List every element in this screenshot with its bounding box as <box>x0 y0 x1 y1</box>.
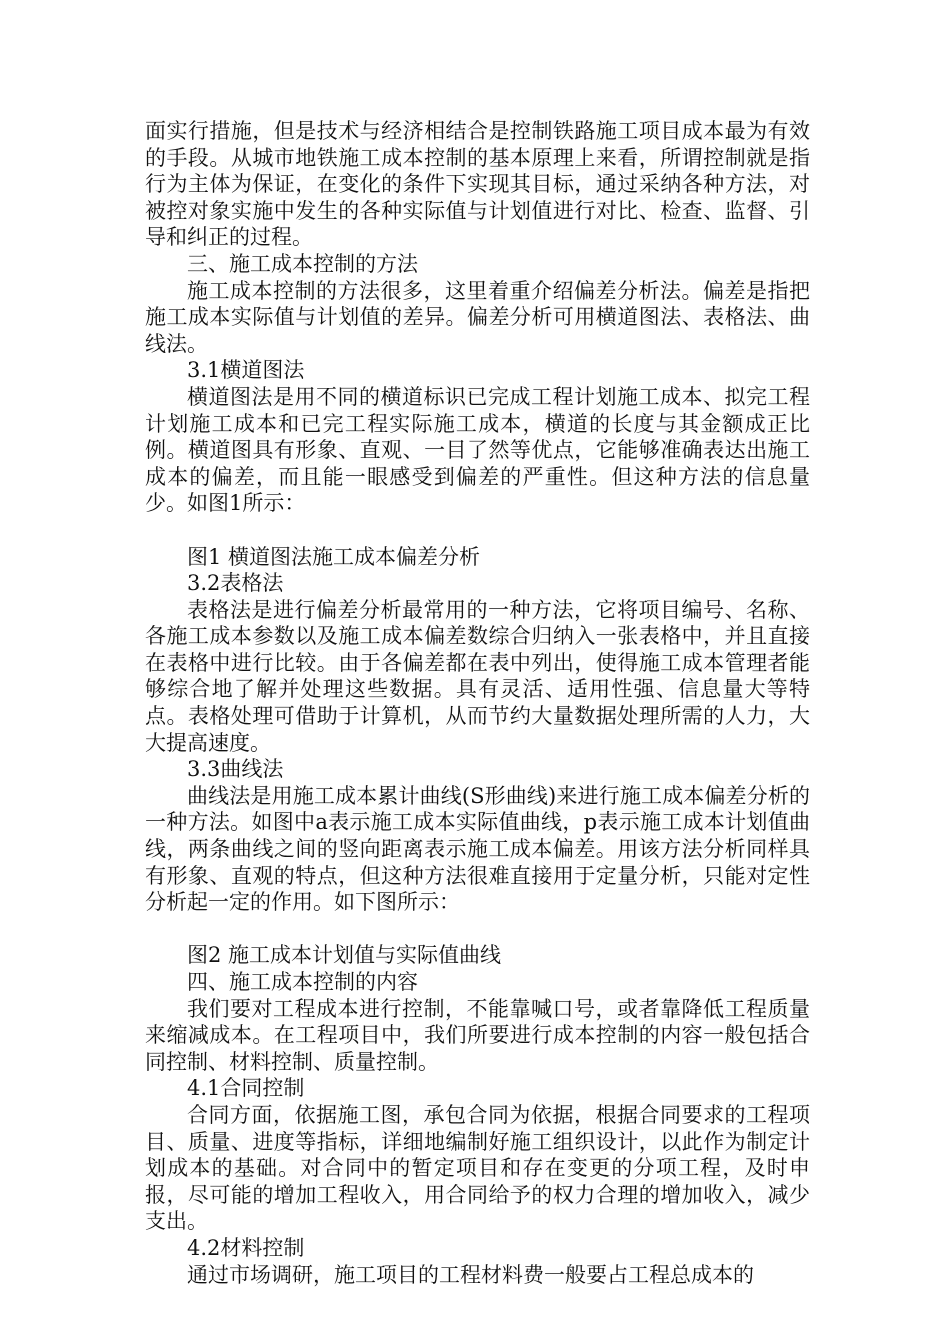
subsection-heading-contract: 4.1合同控制 <box>187 1076 305 1101</box>
figure-placeholder-1 <box>145 517 810 544</box>
subsection-heading-table: 3.2表格法 <box>187 571 284 596</box>
section-heading-content: 四、施工成本控制的内容 <box>187 970 418 994</box>
subsection-heading-curve: 3.3曲线法 <box>187 757 284 782</box>
paragraph-table: 表格法是进行偏差分析最常用的一种方法，它将项目编号、名称、各施工成本参数以及施工成本偏差数综合归纳入一张表格中，并且直接在表格中进行比较。由于各偏差都在表中列出，使得施工成本管理者能够综合地了解并处理这些数据。具有灵活、适用性强、信息量大等特点。表格处理可借助于计算机，从而节约大量数据处理所需的人力，大大提高速度。 <box>145 597 810 755</box>
paragraph-bar-chart: 横道图法是用不同的横道标识已完成工程计划施工成本、拟完工程计划施工成本和已完工程实际施工成本，横道的长度与其金额成正比例。横道图具有形象、直观、一目了然等优点，它能够准确表达出施工成本的偏差，而且能一眼感受到偏差的严重性。但这种方法的信息量少。如图1所示： <box>145 384 810 516</box>
paragraph-intro-continued: 面实行措施，但是技术与经济相结合是控制铁路施工项目成本最为有效的手段。从城市地铁施工成本控制的基本原理上来看，所谓控制就是指行为主体为保证，在变化的条件下实现其目标，通过采纳各种方法，对被控对象实施中发生的各种实际值与计划值进行对比、检查、监督、引导和纠正的过程。 <box>145 119 810 250</box>
figure-caption-2: 图2 施工成本计划值与实际值曲线 <box>187 943 502 968</box>
paragraph-methods: 施工成本控制的方法很多，这里着重介绍偏差分析法。偏差是指把施工成本实际值与计划值的差异。偏差分析可用横道图法、表格法、曲线法。 <box>145 278 810 356</box>
paragraph-contract: 合同方面，依据施工图，承包合同为依据，根据合同要求的工程项目、质量、进度等指标，详细地编制好施工组织设计，以此作为制定计划成本的基础。对合同中的暂定项目和存在变更的分项工程，及时申报，尽可能的增加工程收入，用合同给予的权力合理的增加收入，减少支出。 <box>145 1102 810 1234</box>
subsection-heading-bar-chart: 3.1横道图法 <box>187 358 305 383</box>
section-heading-methods: 三、施工成本控制的方法 <box>187 251 418 276</box>
document-page <box>145 118 810 1288</box>
paragraph-content: 我们要对工程成本进行控制，不能靠喊口号，或者靠降低工程质量来缩减成本。在工程项目中，我们所要进行成本控制的内容一般包括合同控制、材料控制、质量控制。 <box>145 996 810 1074</box>
figure-placeholder-2 <box>145 916 810 943</box>
paragraph-material: 通过市场调研，施工项目的工程材料费一般要占工程总成本的 <box>187 1262 754 1287</box>
subsection-heading-material: 4.2材料控制 <box>187 1235 305 1260</box>
paragraph-curve: 曲线法是用施工成本累计曲线(S形曲线)来进行施工成本偏差分析的一种方法。如图中a表示施工成本实际值曲线，p表示施工成本计划值曲线，两条曲线之间的竖向距离表示施工成本偏差。用该方法分析同样具有形象、直观的特点，但这种方法很难直接用于定量分析，只能对定性分析起一定的作用。如下图所示： <box>145 783 810 915</box>
figure-caption-1: 图1 横道图法施工成本偏差分析 <box>187 544 481 569</box>
